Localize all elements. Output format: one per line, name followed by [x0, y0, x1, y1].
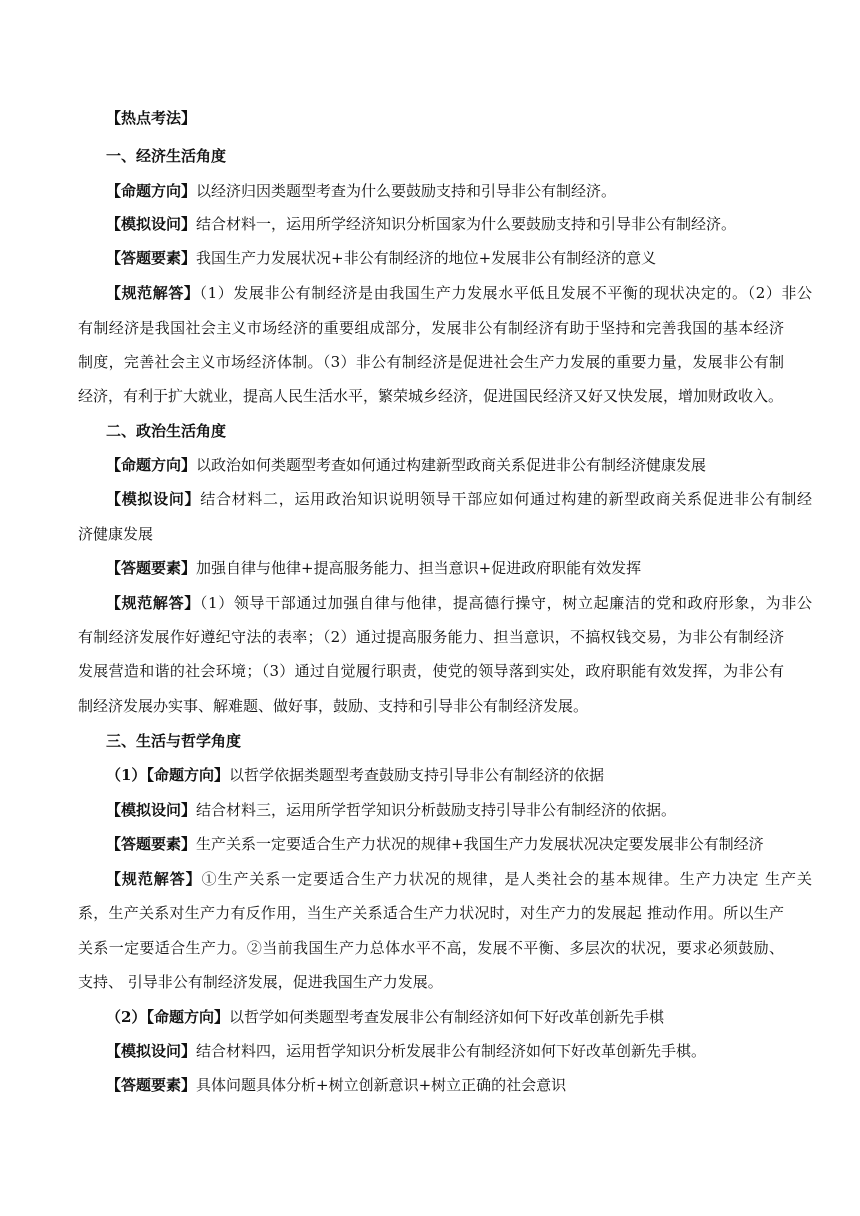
direction-text: 以哲学依据类题型考查鼓励支持引导非公有制经济的依据: [228, 766, 604, 784]
s2-answer-line-4: 制经济发展办实事、解难题、做好事，鼓励、支持和引导非公有制经济发展。: [78, 697, 589, 715]
direction-tag: 【命题方向】: [146, 1008, 229, 1026]
elements-text: 我国生产力发展状况+非公有制经济的地位+发展非公有制经济的意义: [196, 249, 657, 267]
s2-answer-line-1: [78, 593, 812, 613]
s3-p1-answer-line-1: [78, 869, 812, 889]
direction-tag: 【命题方向】: [146, 766, 229, 784]
elements-text: 具体问题具体分析+树立创新意识+树立正确的社会意识: [196, 1076, 567, 1094]
s1-answer-line-2: 有制经济是我国社会主义市场经济的重要组成部分，发展非公有制经济有助于坚持和完善我国的基本经济: [78, 319, 784, 337]
s3-p1-direction: [78, 765, 812, 785]
s3-p1-simulated-question: [78, 800, 812, 820]
s3-p2-simulated-question: [78, 1041, 812, 1061]
elements-text: 加强自律与他律+提高服务能力、担当意识+促进政府职能有效发挥: [196, 559, 642, 577]
s1-answer-line-4: 经济，有利于扩大就业，提高人民生活水平，繁荣城乡经济，促进国民经济又好又快发展，增加财政收入。: [78, 387, 784, 405]
question-tag: 【模拟设问】: [106, 1042, 197, 1060]
s2-simulated-question-line-2: 济健康发展: [78, 525, 154, 543]
s2-simulated-question-line-1: [78, 489, 812, 509]
hot-topics-heading: 【热点考法】: [106, 109, 197, 127]
question-text: 结合材料四，运用哲学知识分析发展非公有制经济如何下好改革创新先手棋。: [196, 1042, 707, 1060]
elements-tag: 【答题要素】: [106, 835, 197, 853]
s2-direction: [78, 455, 812, 475]
section-2-title: 二、政治生活角度: [106, 422, 227, 440]
direction-tag: 【命题方向】: [106, 182, 197, 200]
s3-p2-direction: [78, 1007, 812, 1027]
elements-text: 生产关系一定要适合生产力状况的规律+我国生产力发展状况决定要发展非公有制经济: [196, 835, 764, 853]
section-3-title: 三、生活与哲学角度: [106, 732, 242, 750]
item-number: （2）: [106, 1008, 147, 1026]
item-number: （1）: [106, 766, 147, 784]
direction-text: 以哲学如何类题型考查发展非公有制经济如何下好改革创新先手棋: [228, 1008, 664, 1026]
answer-text: ①生产关系一定要适合生产力状况的规律，是人类社会的基本规律。生产力决定 生产关: [201, 870, 812, 888]
question-text: 结合材料一，运用所学经济知识分析国家为什么要鼓励支持和引导非公有制经济。: [196, 215, 737, 233]
s1-direction: [78, 181, 812, 201]
s3-p1-answer-line-3: 关系一定要适合生产力。②当前我国生产力总体水平不高，发展不平衡、多层次的状况，要求必须鼓励、: [78, 939, 784, 957]
s3-p2-answer-elements: [78, 1075, 812, 1095]
answer-text: （1）领导干部通过加强自律与他律，提高德行操守，树立起廉洁的党和政府形象，为非公: [199, 594, 812, 612]
section-1-title: 一、经济生活角度: [106, 147, 227, 165]
question-text: 结合材料二，运用政治知识说明领导干部应如何通过构建的新型政商关系促进非公有制经: [200, 490, 812, 508]
s2-answer-elements: [78, 558, 812, 578]
s2-answer-line-2: 有制经济发展作好遵纪守法的表率；（2）通过提高服务能力、担当意识，不搞权钱交易，为非公有制经济: [78, 628, 784, 646]
direction-text: 以政治如何类题型考查如何通过构建新型政商关系促进非公有制经济健康发展: [196, 456, 707, 474]
direction-tag: 【命题方向】: [106, 456, 197, 474]
answer-text: （1）发展非公有制经济是由我国生产力发展水平低且发展不平衡的现状决定的。（2）非公: [199, 284, 812, 302]
s1-simulated-question: [78, 214, 812, 234]
elements-tag: 【答题要素】: [106, 1076, 197, 1094]
s3-p1-answer-elements: [78, 834, 812, 854]
s2-answer-line-3: 发展营造和谐的社会环境；（3）通过自觉履行职责，使党的领导落到实处，政府职能有效发挥，为非公有: [78, 662, 784, 680]
s1-answer-line-1: [78, 283, 812, 303]
elements-tag: 【答题要素】: [106, 559, 197, 577]
question-tag: 【模拟设问】: [106, 490, 201, 508]
question-text: 结合材料三，运用所学哲学知识分析鼓励支持引导非公有制经济的依据。: [196, 801, 677, 819]
answer-tag: 【规范解答】: [106, 870, 202, 888]
s1-answer-line-3: 制度，完善社会主义市场经济体制。（3）非公有制经济是促进社会生产力发展的重要力量，发展非公有制: [78, 353, 784, 371]
direction-text: 以经济归因类题型考查为什么要鼓励支持和引导非公有制经济。: [196, 182, 617, 200]
question-tag: 【模拟设问】: [106, 801, 197, 819]
question-tag: 【模拟设问】: [106, 215, 197, 233]
elements-tag: 【答题要素】: [106, 249, 197, 267]
answer-tag: 【规范解答】: [106, 594, 200, 612]
answer-tag: 【规范解答】: [106, 284, 200, 302]
s3-p1-answer-line-2: 系，生产关系对生产力有反作用，当生产关系适合生产力状况时，对生产力的发展起 推动作用。所以生产: [78, 904, 784, 922]
s3-p1-answer-line-4: 支持、 引导非公有制经济发展，促进我国生产力发展。: [78, 973, 443, 991]
s1-answer-elements: [78, 248, 812, 268]
